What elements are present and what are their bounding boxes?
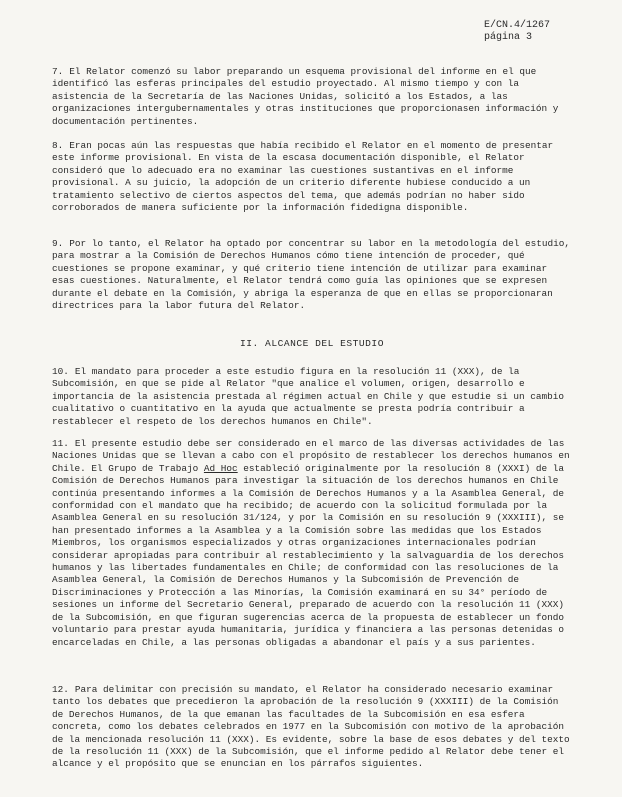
paragraph-text: Para delimitar con precisión su mandato, el Relator ha considerado necesario examinar tanto los debates que precedieron la aprobación de la resolución 9 (XXXIII) de la Comisión de Derechos Humanos, de la que emanan las facultades de la Subcomisión en esa esfera concreta, como los debates celebrados en 1977 en la Subcomisión con motivo de la aprobación de la mencionada resolución 11 (XXX). Es evidente, sobre la base de esos debates y del texto de la resolución 11 (XXX) de la Subcomisión, que el informe pedido al Relator debe tener el alcance y el propósito que se enuncian en los párrafos siguientes. <box>52 684 570 770</box>
paragraph-number: 9. <box>52 238 64 249</box>
paragraph-number: 10. <box>52 366 69 377</box>
paragraph-text: El Relator comenzó su labor preparando un esquema provisional del informe en el que identificó las esferas principales del estudio proyectado. Al mismo tiempo y con la asistencia de la Secretaría de las Naciones Unidas, solicitó a los Estados, a las organizaciones intergubernamentales y otras instituciones que proporcionasen información y documentación pertinentes. <box>52 66 559 127</box>
paragraph-number: 12. <box>52 684 69 695</box>
paragraph-text-part: El presente estudio debe ser considerado en el marco de las diversas actividades de las Naciones Unidas que se llevan a cabo con el propósito de restablecer los derechos humanos en Chile. El Grupo de Trabajo <box>52 438 570 474</box>
document-code: E/CN.4/1267 <box>484 20 551 31</box>
paragraph-12 <box>52 684 572 771</box>
paragraph-7 <box>52 66 572 128</box>
paragraph-number: 8. <box>52 140 64 151</box>
paragraph-text: Eran pocas aún las respuestas que había recibido el Relator en el momento de presentar este informe provisional. En vista de la escasa documentación disponible, el Relator consideró que lo adecuado era no examinar las cuestiones sustantivas en el informe provisional. A su juicio, la adopción de un criterio diferente hubiese conducido a un tratamiento selectivo de ciertos aspectos del tema, que además podrían no haber sido corroborados de manera suficiente por la información fidedigna disponible. <box>52 140 554 214</box>
underlined-term: Ad Hoc <box>203 462 238 474</box>
paragraph-text: El mandato para proceder a este estudio figura en la resolución 11 (XXX), de la Subcomisión, en que se pide al Relator "que analice el volumen, origen, desarrollo e importancia de la asistencia prestada al régimen actual en Chile y que estudie si un cambio cualitativo o cuantitativo en la ayuda que actualmente se presta podría contribuir a restablecer el respeto de los derechos humanos en Chile". <box>52 366 564 427</box>
paragraph-text-part: estableció originalmente por la resolución 8 (XXXI) de la Comisión de Derechos Humanos para investigar la situación de los derechos humanos en Chile continúa presentando informes a la Comisión de Derechos Humanos y a la Asamblea General, de conformidad con el mandato que ha recibido; de acuerdo con la solicitud formulada por la Asamblea General en su resolución 31/124, y por la Comisión en su resolución 9 (XXXIII), se han presentado informes a la Asamblea y a la Comisión sobre las medidas que los Estados Miembros, los organismos especializados y otras organizaciones internacionales podrían considerar apropiadas para contribuir al restablecimiento y la salvaguardia de los derechos humanos y las libertades fundamentales en Chile; de conformidad con las resoluciones de la Asamblea General, la Comisión de Derechos Humanos y la Subcomisión de Prevención de Discriminaciones y Protección a las Minorías, la Comisión examinará en su 34° período de sesiones un informe del Secretario General, preparado de acuerdo con la resolución 11 (XXX) de la Subcomisión, en que figuran sugerencias acerca de la propuesta de establecer un fondo voluntario para prestar ayuda humanitaria, jurídica y financiera a las personas detenidas o encarceladas en Chile, a las personas obligadas a abandonar el país y a sus parientes. <box>52 462 564 648</box>
paragraph-number: 7. <box>52 66 64 77</box>
paragraph-10 <box>52 366 572 428</box>
paragraph-text: Por lo tanto, el Relator ha optado por concentrar su labor en la metodología del estudio, para mostrar a la Comisión de Derechos Humanos cómo tiene intención de proceder, qué cuestiones se propone examinar, y qué criterio tiene intención de utilizar para examinar esas cuestiones. Naturalmente, el Relator tendrá como guía las opiniones que se expresen durante el debate en la Comisión, y abriga la esperanza de que en ellas se proporcionaran directrices para la labor futura del Relator. <box>52 238 570 312</box>
paragraph-number: 11. <box>52 438 69 449</box>
paragraph-11 <box>52 438 572 649</box>
paragraph-9 <box>52 238 572 312</box>
page-number: página 3 <box>484 32 533 43</box>
document-header <box>484 20 550 44</box>
section-title: II. ALCANCE DEL ESTUDIO <box>240 338 384 349</box>
paragraph-8 <box>52 140 572 214</box>
